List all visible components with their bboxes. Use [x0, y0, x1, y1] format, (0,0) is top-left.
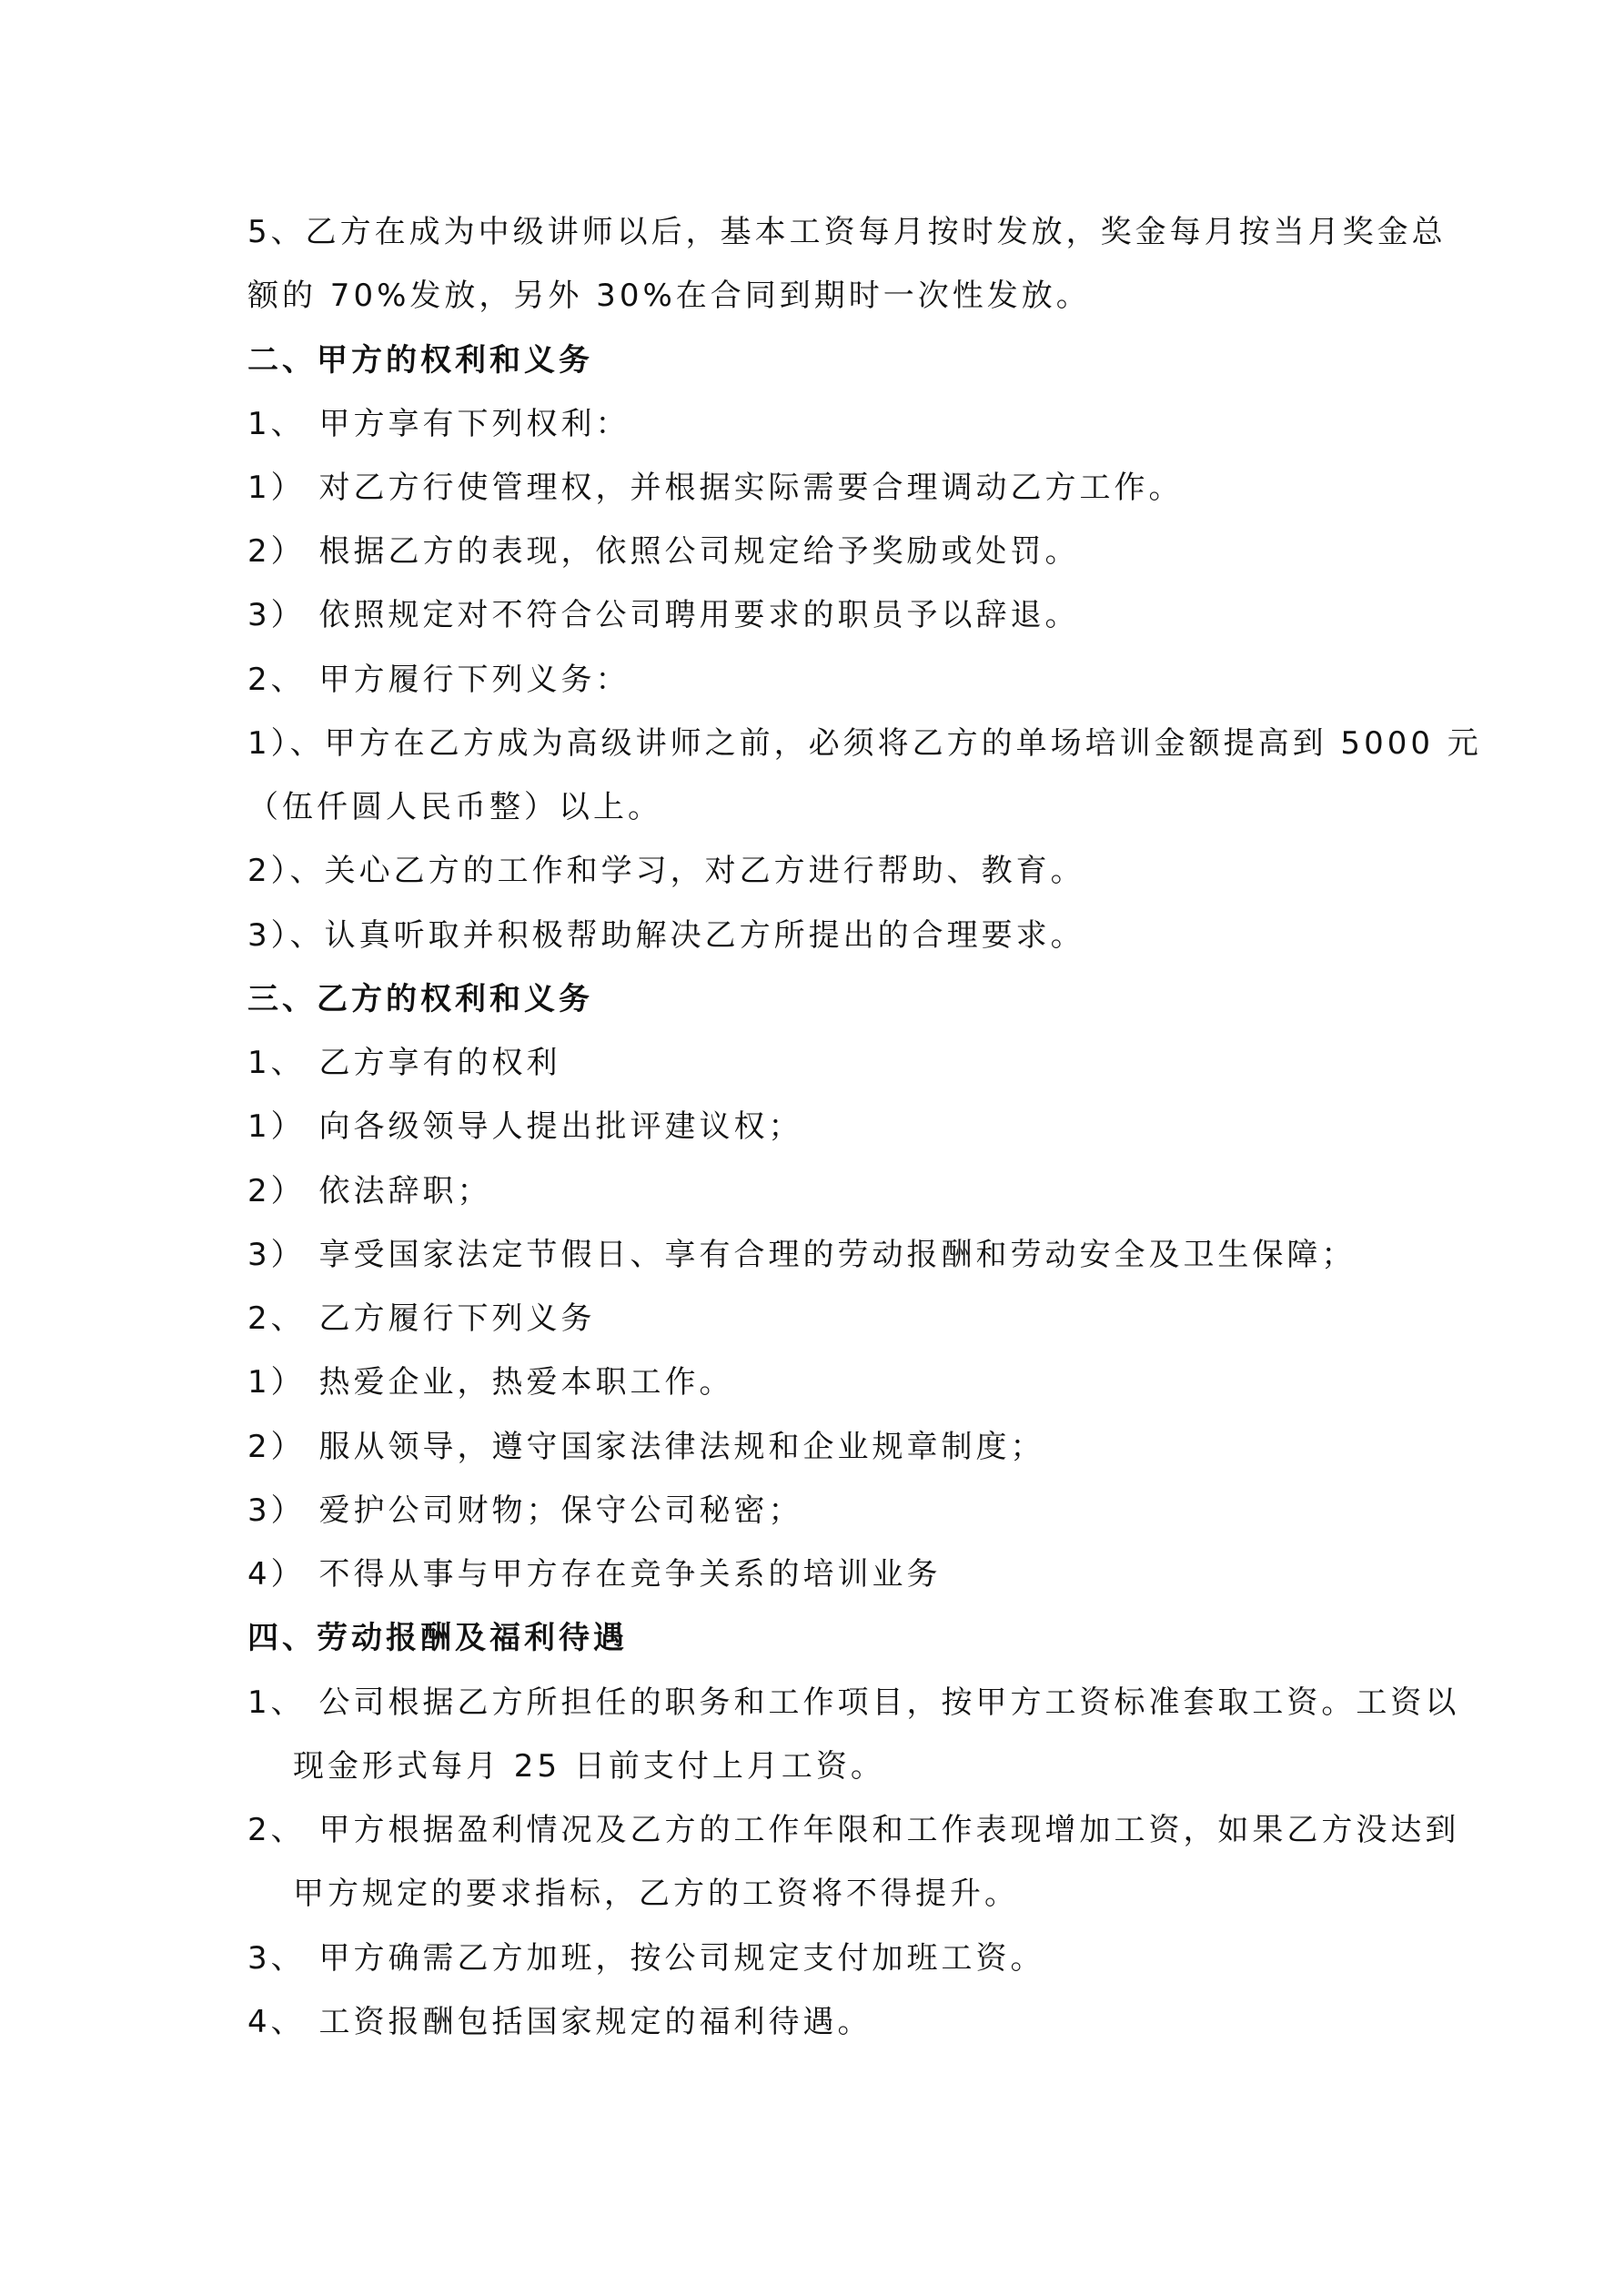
text-line: 3） 依照规定对不符合公司聘用要求的职员予以辞退。	[247, 597, 1080, 633]
section-heading: 二、甲方的权利和义务	[247, 342, 593, 379]
text-line: 1、 甲方享有下列权利：	[247, 406, 630, 442]
text-line: 2）、关心乙方的工作和学习，对乙方进行帮助、教育。	[247, 853, 1085, 889]
text-line: 4、 工资报酬包括国家规定的福利待遇。	[247, 2004, 873, 2040]
text-line: 1、 公司根据乙方所担任的职务和工作项目，按甲方工资标准套取工资。工资以	[247, 1684, 1460, 1721]
text-line: 甲方规定的要求指标，乙方的工资将不得提升。	[293, 1876, 1019, 1912]
text-line: 3） 享受国家法定节假日、享有合理的劳动报酬和劳动安全及卫生保障；	[247, 1237, 1357, 1273]
text-line: 1）、甲方在乙方成为高级讲师之前，必须将乙方的单场培训金额提高到 5000 元	[247, 725, 1482, 762]
text-line: 1） 对乙方行使管理权，并根据实际需要合理调动乙方工作。	[247, 470, 1184, 506]
section-heading: 四、劳动报酬及福利待遇	[247, 1620, 628, 1656]
text-line: 1） 热爱企业，热爱本职工作。	[247, 1364, 734, 1401]
text-line: 额的 70%发放，另外 30%在合同到期时一次性发放。	[247, 278, 1091, 314]
text-line: 2、 甲方根据盈利情况及乙方的工作年限和工作表现增加工资，如果乙方没达到	[247, 1812, 1460, 1848]
text-line: 2） 服从领导，遵守国家法律法规和企业规章制度；	[247, 1429, 1045, 1465]
section-heading: 三、乙方的权利和义务	[247, 981, 593, 1017]
text-line: 现金形式每月 25 日前支付上月工资。	[293, 1748, 885, 1785]
text-line: 2） 根据乙方的表现，依照公司规定给予奖励或处罚。	[247, 533, 1080, 570]
text-line: 3、 甲方确需乙方加班，按公司规定支付加班工资。	[247, 1940, 1045, 1977]
text-line: 4） 不得从事与甲方存在竞争关系的培训业务	[247, 1556, 942, 1593]
text-line: 1、 乙方享有的权利	[247, 1045, 561, 1081]
text-line: 2） 依法辞职；	[247, 1173, 492, 1209]
text-line: （伍仟圆人民币整）以上。	[247, 789, 662, 825]
text-line: 3） 爱护公司财物；保守公司秘密；	[247, 1492, 803, 1529]
text-line: 3）、认真听取并积极帮助解决乙方所提出的合理要求。	[247, 917, 1085, 954]
text-line: 2、 乙方履行下列义务	[247, 1300, 596, 1337]
text-line: 1） 向各级领导人提出批评建议权；	[247, 1108, 803, 1145]
text-line: 2、 甲方履行下列义务：	[247, 662, 630, 698]
text-line: 5、乙方在成为中级讲师以后，基本工资每月按时发放，奖金每月按当月奖金总	[247, 214, 1447, 250]
